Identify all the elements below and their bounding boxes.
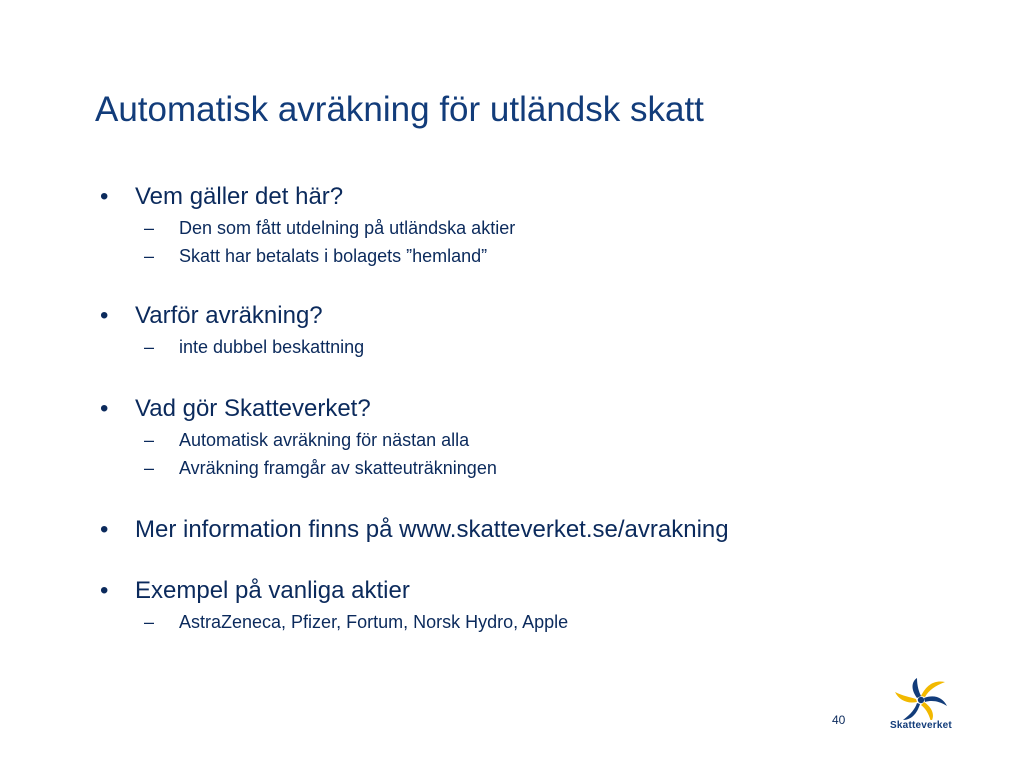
sub-bullet-marker: –	[144, 612, 155, 632]
sub-bullet-item	[98, 333, 958, 361]
sub-bullet-marker: –	[144, 246, 155, 266]
bullet-text: Exempel på vanliga aktier	[135, 577, 410, 604]
logo-text: Skatteverket	[890, 720, 952, 731]
sub-bullet-marker: –	[144, 337, 155, 357]
bullet-item	[98, 182, 958, 212]
bullet-item	[98, 576, 958, 606]
sub-bullet-item	[98, 214, 958, 242]
bullet-group	[98, 301, 958, 361]
bullet-text: Mer information finns på www.skatteverket.se/avrakning	[135, 516, 729, 543]
bullet-group	[98, 182, 958, 270]
sub-bullet-marker: –	[144, 430, 155, 450]
bullet-text: Vad gör Skatteverket?	[135, 395, 371, 422]
bullet-marker: •	[100, 577, 109, 604]
sub-bullet-item	[98, 242, 958, 270]
sub-bullet-item	[98, 454, 958, 482]
bullet-text: Varför avräkning?	[135, 302, 323, 329]
bullet-group	[98, 394, 958, 482]
bullet-item	[98, 515, 958, 545]
skatteverket-logo	[886, 676, 956, 740]
sub-bullet-item	[98, 608, 958, 636]
bullet-text: Vem gäller det här?	[135, 183, 344, 210]
bullet-marker: •	[100, 302, 109, 329]
bullet-list	[98, 182, 958, 636]
bullet-marker: •	[100, 395, 109, 422]
sub-bullet-text: Skatt har betalats i bolagets ”hemland”	[179, 246, 488, 266]
sub-bullet-marker: –	[144, 218, 155, 238]
sub-bullet-text: Den som fått utdelning på utländska aktier	[179, 218, 516, 238]
slide-title: Automatisk avräkning för utländsk skatt	[95, 90, 704, 129]
sub-bullet-text: inte dubbel beskattning	[179, 337, 365, 357]
sub-bullet-marker: –	[144, 458, 155, 478]
bullet-marker: •	[100, 183, 109, 210]
bullet-marker: •	[100, 516, 109, 543]
sub-bullet-text: Automatisk avräkning för nästan alla	[179, 430, 470, 450]
bullet-group	[98, 576, 958, 636]
sub-bullet-text: Avräkning framgår av skatteuträkningen	[179, 458, 497, 478]
bullet-group	[98, 515, 958, 545]
sub-bullet-text: AstraZeneca, Pfizer, Fortum, Norsk Hydro, Apple	[179, 612, 569, 632]
sun-swirl-icon	[886, 676, 956, 720]
bullet-item	[98, 301, 958, 331]
page-number: 40	[832, 713, 846, 727]
sub-bullet-item	[98, 426, 958, 454]
bullet-item	[98, 394, 958, 424]
